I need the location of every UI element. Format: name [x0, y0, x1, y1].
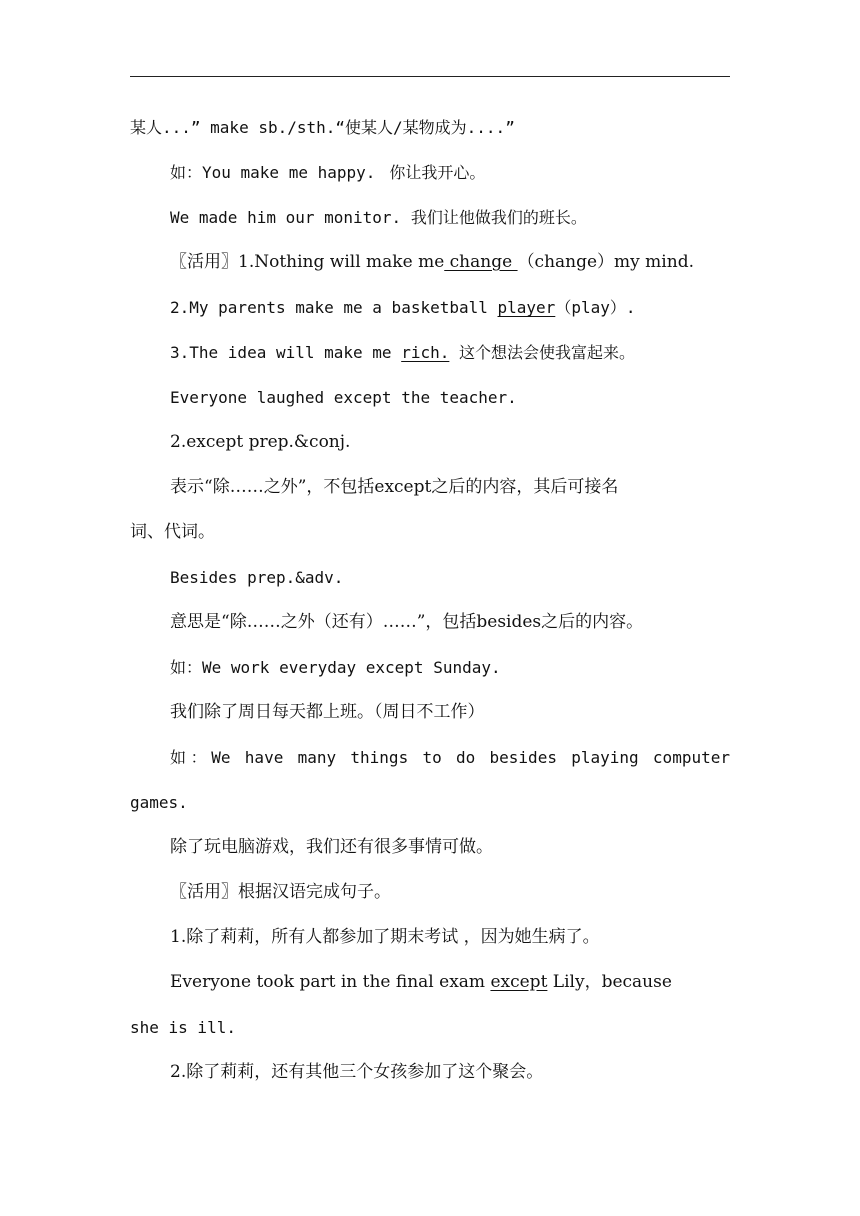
example-line: 如：We have many things to do besides playing computer [170, 748, 730, 767]
exercise-line: 2.除了莉莉，还有其他三个女孩参加了这个聚会。 [170, 1062, 544, 1082]
example-line: Everyone laughed except the teacher. [170, 388, 517, 407]
text-line: 我们除了周日每天都上班。（周日不工作） [170, 702, 485, 722]
exercise-heading: 〖活用〗根据汉语完成句子。 [170, 882, 391, 902]
text-line: 词、代词。 [130, 522, 215, 542]
header-rule [130, 76, 730, 77]
answer-blank: player [497, 298, 556, 317]
exercise-line: 3.The idea will make me rich. 这个想法会使我富起来。 [170, 343, 635, 362]
exercise-line: 1.除了莉莉，所有人都参加了期末考试 ，因为她生病了。 [170, 927, 600, 947]
section-heading: 2.except prep.&conj. [170, 432, 351, 452]
answer-blank: rich. [401, 343, 450, 362]
example-line: 如：You make me happy. 你让我开心。 [170, 163, 486, 182]
example-line: 如：We work everyday except Sunday. [170, 658, 501, 677]
section-heading: Besides prep.&adv. [170, 568, 344, 587]
exercise-line: Everyone took part in the final exam except Lily，because [170, 972, 672, 992]
answer-blank: except [490, 972, 548, 992]
text-line: 除了玩电脑游戏，我们还有很多事情可做。 [170, 837, 493, 857]
text-line: 意思是“除……之外（还有）……”，包括besides之后的内容。 [170, 612, 644, 632]
exercise-line: 2.My parents make me a basketball player（play）. [170, 298, 636, 317]
example-line: We made him our monitor. 我们让他做我们的班长。 [170, 208, 587, 227]
exercise-line: 〖活用〗1.Nothing will make me change （change）my mind. [170, 252, 694, 272]
document-body [130, 105, 730, 1095]
answer-blank: change [444, 252, 518, 272]
text-line: 表示“除……之外”，不包括except之后的内容，其后可接名 [170, 477, 619, 497]
example-line: games. [130, 793, 188, 812]
exercise-line: she is ill. [130, 1018, 236, 1037]
text-line: 某人...” make sb./sth.“使某人/某物成为....” [130, 118, 515, 137]
